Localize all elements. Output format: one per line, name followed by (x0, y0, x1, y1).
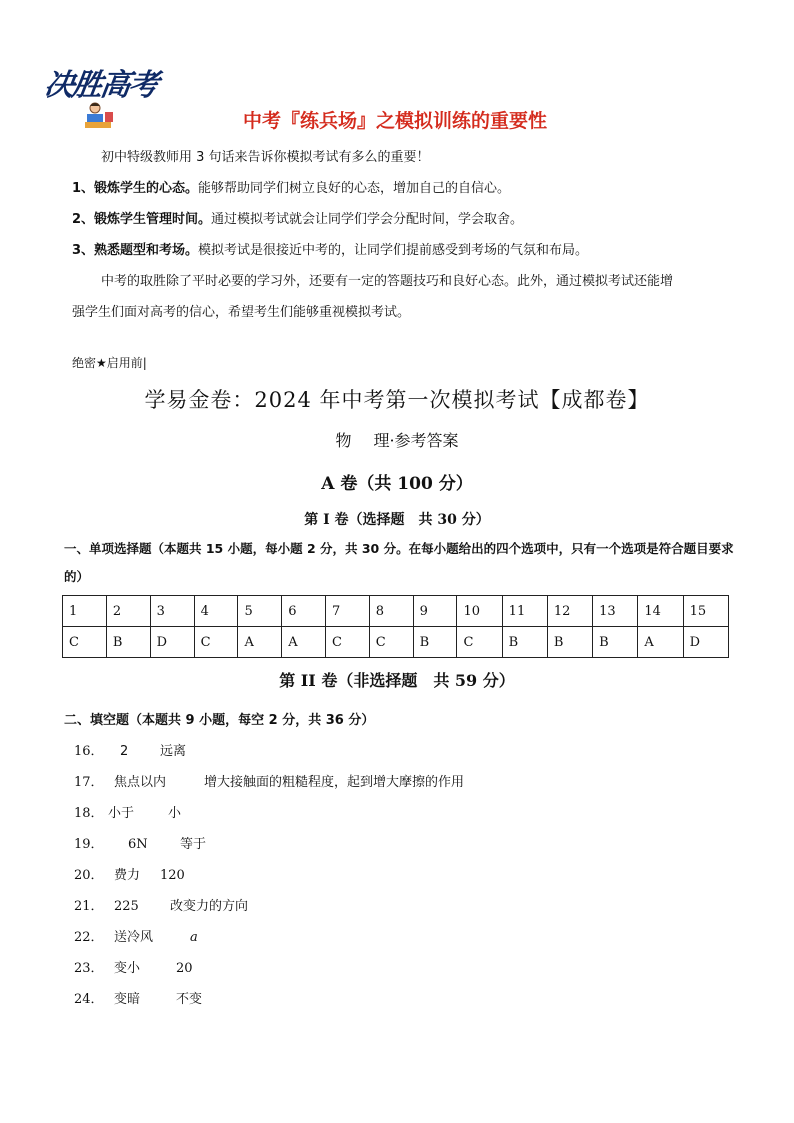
section1-heading: 一、单项选择题（本题共 15 小题，每小题 2 分，共 30 分。在每小题给出的四个选项中，只有一个选项是符合题目要求的） (64, 541, 734, 584)
answer-blank-2: a (190, 930, 198, 945)
question-number: 24． (74, 992, 104, 1007)
answer-blank-2: 改变力的方向 (170, 899, 249, 914)
table-cell: 3 (150, 596, 194, 627)
subject-char: 物 (335, 431, 352, 450)
subject-line (0, 428, 794, 451)
question-number: 17． (74, 775, 104, 790)
table-cell: 10 (457, 596, 502, 627)
table-cell: 5 (238, 596, 282, 627)
fill-answer-23 (74, 957, 193, 976)
table-cell: 2 (106, 596, 150, 627)
answer-blank-2: 增大接触面的粗糙程度，起到增大摩擦的作用 (204, 775, 465, 790)
fill-answer-24 (74, 988, 202, 1007)
table-cell: 8 (369, 596, 413, 627)
fill-answer-20 (74, 864, 185, 883)
answer-blank-1: 6N (128, 837, 148, 852)
promo-point-label: 2、锻炼学生管理时间。 (72, 212, 212, 227)
answer-blank-1: 225 (114, 899, 139, 914)
answer-blank-1: 变暗 (114, 992, 141, 1007)
answer-blank-1: 变小 (114, 961, 141, 976)
question-number: 16． (74, 744, 104, 759)
answer-blank-1: 小于 (108, 806, 135, 821)
table-cell: B (413, 627, 457, 658)
answer-blank-1: 焦点以内 (114, 775, 167, 790)
table-cell: C (325, 627, 369, 658)
promo-point-text: 能够帮助同学们树立良好的心态，增加自己的自信心。 (198, 181, 511, 196)
fill-answer-21 (74, 895, 248, 914)
promo-intro: 初中特级教师用 3 句话来告诉你模拟考试有多么的重要！ (101, 150, 430, 165)
answer-blank-2: 120 (160, 868, 185, 883)
promo-point-3 (72, 239, 588, 258)
logo-text: 决胜高考 (42, 68, 159, 103)
question-number: 20． (74, 868, 104, 883)
answer-blank-1: 2 (120, 744, 129, 759)
answer-blank-1: 送冷风 (114, 930, 154, 945)
table-cell: A (238, 627, 282, 658)
table-cell: D (150, 627, 194, 658)
table-cell: 15 (683, 596, 728, 627)
promo-point-label: 3、熟悉题型和考场。 (72, 243, 199, 258)
question-number: 19． (74, 837, 104, 852)
mc-answer-table (62, 595, 729, 658)
answer-blank-2: 远离 (160, 744, 187, 759)
answer-blank-2: 不变 (176, 992, 203, 1007)
table-cell: 7 (325, 596, 369, 627)
question-number: 21． (74, 899, 104, 914)
subject-rest: 理·参考答案 (373, 431, 459, 450)
fill-answer-18 (74, 802, 181, 821)
table-row-answers (63, 627, 729, 658)
table-cell: 13 (593, 596, 638, 627)
table-cell: C (194, 627, 238, 658)
table-cell: B (106, 627, 150, 658)
table-cell: A (638, 627, 683, 658)
promo-closing-line1: 中考的取胜除了平时必要的学习外，还要有一定的答题技巧和良好心态。此外，通过模拟考试还能增 (101, 274, 674, 289)
answer-blank-2: 小 (168, 806, 182, 821)
table-cell: B (547, 627, 592, 658)
table-row-numbers (63, 596, 729, 627)
table-cell: 6 (282, 596, 326, 627)
confidential-label: 绝密★启用前| (72, 356, 147, 370)
question-number: 18． (74, 806, 104, 821)
fill-answer-22 (74, 926, 198, 945)
exam-title: 学易金卷：2024 年中考第一次模拟考试【成都卷】 (144, 388, 650, 412)
table-cell: D (683, 627, 728, 658)
table-cell: 1 (63, 596, 107, 627)
table-cell: 4 (194, 596, 238, 627)
fill-answer-16 (74, 740, 186, 759)
table-cell: 9 (413, 596, 457, 627)
table-cell: 11 (502, 596, 547, 627)
promo-point-2 (72, 208, 523, 227)
part2-heading: 第 II 卷（非选择题 共 59 分） (279, 671, 515, 690)
promo-point-text: 模拟考试是很接近中考的，让同学们提前感受到考场的气氛和布局。 (198, 243, 589, 258)
question-number: 22． (74, 930, 104, 945)
promo-closing-line2: 强学生们面对高考的信心，希望考生们能够重视模拟考试。 (72, 305, 411, 320)
table-cell: C (457, 627, 502, 658)
table-cell: A (282, 627, 326, 658)
promo-point-1 (72, 177, 510, 196)
table-cell: 12 (547, 596, 592, 627)
promo-title: 中考『练兵场』之模拟训练的重要性 (242, 110, 547, 132)
question-number: 23． (74, 961, 104, 976)
part1-heading: 第 I 卷（选择题 共 30 分） (304, 512, 490, 528)
table-cell: B (593, 627, 638, 658)
table-cell: B (502, 627, 547, 658)
fill-answer-19 (74, 833, 206, 852)
promo-point-label: 1、锻炼学生的心态。 (72, 181, 199, 196)
paper-a-heading: A 卷（共 100 分） (321, 474, 473, 494)
section2-heading: 二、填空题（本题共 9 小题，每空 2 分，共 36 分） (64, 713, 375, 728)
promo-point-text: 通过模拟考试就会让同学们学会分配时间，学会取舍。 (211, 212, 524, 227)
table-cell: C (369, 627, 413, 658)
table-cell: 14 (638, 596, 683, 627)
answer-blank-2: 等于 (180, 837, 207, 852)
answer-blank-2: 20 (176, 961, 193, 976)
table-cell: C (63, 627, 107, 658)
fill-answer-17 (74, 771, 464, 790)
answer-blank-1: 费力 (114, 868, 141, 883)
